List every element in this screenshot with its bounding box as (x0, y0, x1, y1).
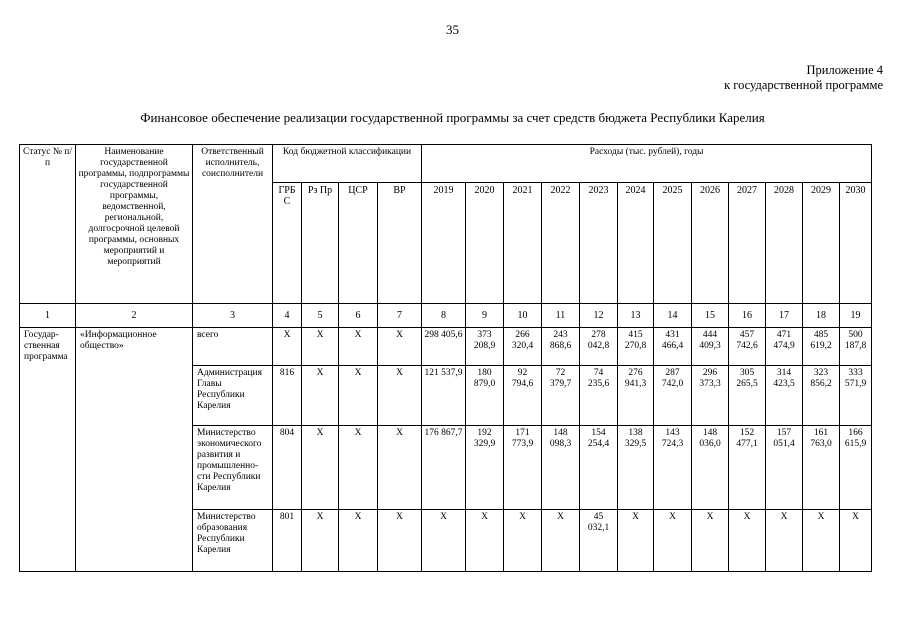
cell-value: Х (766, 510, 803, 572)
cell-value: Х (504, 510, 542, 572)
cell-value: 192 329,9 (466, 426, 504, 510)
cell-value: 72 379,7 (542, 366, 580, 426)
cell-value: 148 036,0 (692, 426, 729, 510)
column-number: 8 (422, 304, 466, 328)
header-year: 2024 (618, 183, 654, 304)
column-number: 18 (803, 304, 840, 328)
cell-value: 323 856,2 (803, 366, 840, 426)
cell-rzpr: Х (302, 426, 339, 510)
appendix-line-2: к государственной программе (724, 78, 883, 92)
column-number: 19 (840, 304, 872, 328)
header-status: Статус № п/п (20, 145, 76, 304)
cell-value: 152 477,1 (729, 426, 766, 510)
column-number: 15 (692, 304, 729, 328)
cell-value: 298 405,6 (422, 328, 466, 366)
cell-value: 176 867,7 (422, 426, 466, 510)
header-grbs: ГРБ С (273, 183, 302, 304)
cell-value: 296 373,3 (692, 366, 729, 426)
column-number: 14 (654, 304, 692, 328)
cell-value: 287 742,0 (654, 366, 692, 426)
cell-rzpr: Х (302, 328, 339, 366)
cell-value: 485 619,2 (803, 328, 840, 366)
column-number: 17 (766, 304, 803, 328)
cell-vr: Х (378, 328, 422, 366)
page-number: 35 (446, 22, 459, 37)
column-number: 16 (729, 304, 766, 328)
header-year: 2020 (466, 183, 504, 304)
row-executor: всего (193, 328, 273, 366)
header-year: 2025 (654, 183, 692, 304)
column-number: 4 (273, 304, 302, 328)
column-number: 1 (20, 304, 76, 328)
header-expenses: Расходы (тыс. рублей), годы (422, 145, 872, 183)
program-name: «Информационное общество» (76, 328, 193, 572)
cell-grbs: 801 (273, 510, 302, 572)
cell-value: 373 208,9 (466, 328, 504, 366)
cell-value: Х (422, 510, 466, 572)
financing-table (19, 144, 872, 572)
cell-rzpr: Х (302, 510, 339, 572)
cell-value: Х (692, 510, 729, 572)
cell-value: 431 466,4 (654, 328, 692, 366)
cell-value: 121 537,9 (422, 366, 466, 426)
cell-value: 92 794,6 (504, 366, 542, 426)
cell-value: Х (803, 510, 840, 572)
cell-value: Х (729, 510, 766, 572)
cell-value: 74 235,6 (580, 366, 618, 426)
table-row (20, 328, 872, 366)
row-executor: Министерство образования Республики Карелия (193, 510, 273, 572)
cell-vr: Х (378, 426, 422, 510)
cell-value: 243 868,6 (542, 328, 580, 366)
header-executor: Ответственный исполнитель, соисполнители (193, 145, 273, 304)
cell-value: 278 042,8 (580, 328, 618, 366)
header-row-1 (20, 145, 872, 183)
header-name: Наименование государственной программы, подпрограммы государственной программы, ведомственной, региональной, долгосрочной целевой программы, основных мероприятий и мероприятий (76, 145, 193, 304)
cell-value: 276 941,3 (618, 366, 654, 426)
cell-value: 161 763,0 (803, 426, 840, 510)
cell-value: 148 098,3 (542, 426, 580, 510)
cell-value: Х (618, 510, 654, 572)
header-year: 2028 (766, 183, 803, 304)
column-number: 5 (302, 304, 339, 328)
program-status: Государ-ственная программа (20, 328, 76, 572)
header-csr: ЦСР (339, 183, 378, 304)
column-number: 13 (618, 304, 654, 328)
column-number: 11 (542, 304, 580, 328)
cell-value: 45 032,1 (580, 510, 618, 572)
cell-value: 171 773,9 (504, 426, 542, 510)
row-executor: Администрация Главы Республики Карелия (193, 366, 273, 426)
header-year: 2026 (692, 183, 729, 304)
cell-grbs: 816 (273, 366, 302, 426)
cell-csr: Х (339, 426, 378, 510)
header-year: 2022 (542, 183, 580, 304)
cell-value: Х (840, 510, 872, 572)
cell-value: Х (466, 510, 504, 572)
header-rzpr: Рз Пр (302, 183, 339, 304)
cell-value: 314 423,5 (766, 366, 803, 426)
cell-value: Х (654, 510, 692, 572)
cell-value: 333 571,9 (840, 366, 872, 426)
cell-csr: Х (339, 328, 378, 366)
header-vr: ВР (378, 183, 422, 304)
appendix-line-1: Приложение 4 (806, 63, 883, 77)
cell-value: 305 265,5 (729, 366, 766, 426)
cell-csr: Х (339, 510, 378, 572)
column-number: 2 (76, 304, 193, 328)
cell-value: 415 270,8 (618, 328, 654, 366)
appendix-note (724, 63, 883, 93)
cell-value: 138 329,5 (618, 426, 654, 510)
column-number: 7 (378, 304, 422, 328)
column-number: 10 (504, 304, 542, 328)
cell-value: 143 724,3 (654, 426, 692, 510)
column-numbers-row (20, 304, 872, 328)
header-year: 2029 (803, 183, 840, 304)
column-number: 12 (580, 304, 618, 328)
cell-value: 444 409,3 (692, 328, 729, 366)
cell-value: 266 320,4 (504, 328, 542, 366)
cell-value: 166 615,9 (840, 426, 872, 510)
column-number: 6 (339, 304, 378, 328)
header-year: 2019 (422, 183, 466, 304)
header-budget-code: Код бюджетной классификации (273, 145, 422, 183)
cell-value: 157 051,4 (766, 426, 803, 510)
cell-value: 180 879,0 (466, 366, 504, 426)
cell-grbs: Х (273, 328, 302, 366)
cell-vr: Х (378, 510, 422, 572)
header-year: 2027 (729, 183, 766, 304)
cell-grbs: 804 (273, 426, 302, 510)
header-year: 2023 (580, 183, 618, 304)
cell-rzpr: Х (302, 366, 339, 426)
header-year: 2030 (840, 183, 872, 304)
cell-value: 154 254,4 (580, 426, 618, 510)
row-executor: Министерство экономического развития и промышленно-сти Республики Карелия (193, 426, 273, 510)
cell-value: 471 474,9 (766, 328, 803, 366)
cell-value: 457 742,6 (729, 328, 766, 366)
cell-value: 500 187,8 (840, 328, 872, 366)
column-number: 3 (193, 304, 273, 328)
cell-vr: Х (378, 366, 422, 426)
cell-value: Х (542, 510, 580, 572)
document-title: Финансовое обеспечение реализации государственной программы за счет средств бюджета Республики Карелия (140, 110, 765, 125)
header-year: 2021 (504, 183, 542, 304)
cell-csr: Х (339, 366, 378, 426)
column-number: 9 (466, 304, 504, 328)
